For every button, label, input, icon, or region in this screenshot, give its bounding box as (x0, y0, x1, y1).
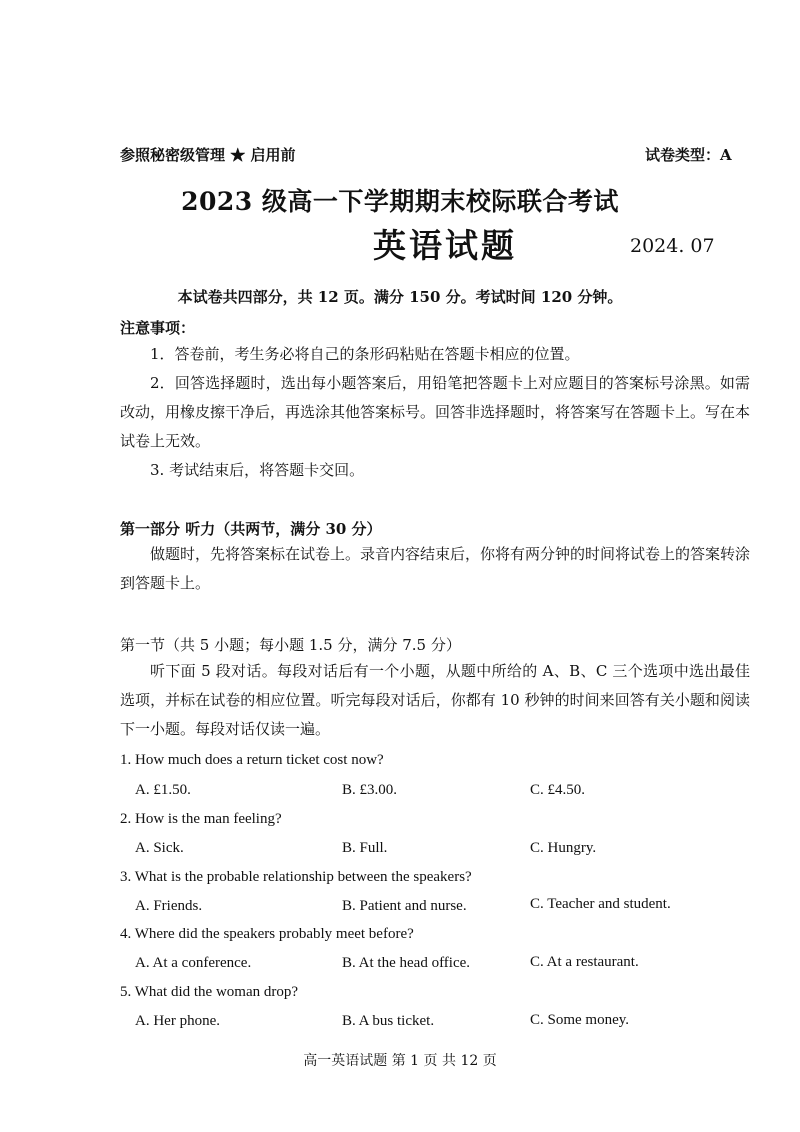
question-4-option-c: C. At a restaurant. (530, 954, 639, 970)
question-5-option-c: C. Some money. (530, 1012, 630, 1028)
question-4: 4. Where did the speakers probably meet before? (120, 926, 414, 942)
question-5: 5. What did the woman drop? (120, 984, 299, 1000)
confidential-label: 参照秘密级管理 ★ 启用前 (120, 146, 296, 164)
question-4-option-a: A. At a conference. (135, 955, 252, 971)
question-3: 3. What is the probable relationship between the speakers? (120, 869, 472, 885)
section1-title: 第一节（共 5 小题；每小题 1.5 分，满分 7.5 分） (120, 636, 461, 654)
question-2: 2. How is the man feeling? (120, 811, 282, 827)
page-footer: 高一英语试题 第 1 页 共 12 页 (303, 1053, 497, 1069)
question-4-option-b: B. At the head office. (342, 955, 471, 971)
exam-title: 2023 级高一下学期期末校际联合考试 (181, 187, 619, 216)
question-2-option-c: C. Hungry. (530, 840, 597, 856)
part1-instruction: 做题时，先将答案标在试卷上。录音内容结束后，你将有两分钟的时间将试卷上的答案转涂到答题卡上。 (120, 545, 751, 592)
exam-date: 2024. 07 (630, 235, 715, 257)
question-1: 1. How much does a return ticket cost now? (120, 752, 384, 768)
notice-item-1: 1．答卷前，考生务必将自己的条形码粘贴在答题卡相应的位置。 (150, 345, 580, 363)
question-1-option-a: A. £1.50. (135, 782, 191, 798)
part1-title: 第一部分 听力（共两节，满分 30 分） (120, 520, 382, 538)
section1-instruction: 听下面 5 段对话。每段对话后有一个小题，从题中所给的 A、B、C 三个选项中选出最佳选项，并标在试卷的相应位置。听完每段对话后，你都有 10 秒钟的时间来回答有关小题和阅读下一小题。每段对话仅读一遍。 (120, 662, 750, 738)
notice-item-3: 3. 考试结束后，将答题卡交回。 (150, 461, 365, 479)
question-1-option-b: B. £3.00. (342, 782, 398, 798)
exam-summary: 本试卷共四部分，共 12 页。满分 150 分。考试时间 120 分钟。 (177, 288, 623, 306)
question-3-option-c: C. Teacher and student. (530, 896, 671, 912)
paper-type-label: 试卷类型：A (645, 146, 732, 164)
question-3-option-a: A. Friends. (135, 898, 203, 914)
question-5-option-a: A. Her phone. (135, 1013, 220, 1029)
notice-title: 注意事项： (120, 319, 196, 337)
question-2-option-a: A. Sick. (135, 840, 184, 856)
question-3-option-b: B. Patient and nurse. (342, 898, 467, 914)
question-1-option-c: C. £4.50. (530, 782, 586, 798)
question-2-option-b: B. Full. (342, 840, 388, 856)
notice-item-2: 2．回答选择题时，选出每小题答案后，用铅笔把答题卡上对应题目的答案标号涂黑。如需改动，用橡皮擦干净后，再选涂其他答案标号。回答非选择题时，将答案写在答题卡上。写在本试卷上无效。 (120, 374, 751, 450)
subject-title: 英语试题 (373, 226, 517, 265)
question-5-option-b: B. A bus ticket. (342, 1013, 435, 1029)
